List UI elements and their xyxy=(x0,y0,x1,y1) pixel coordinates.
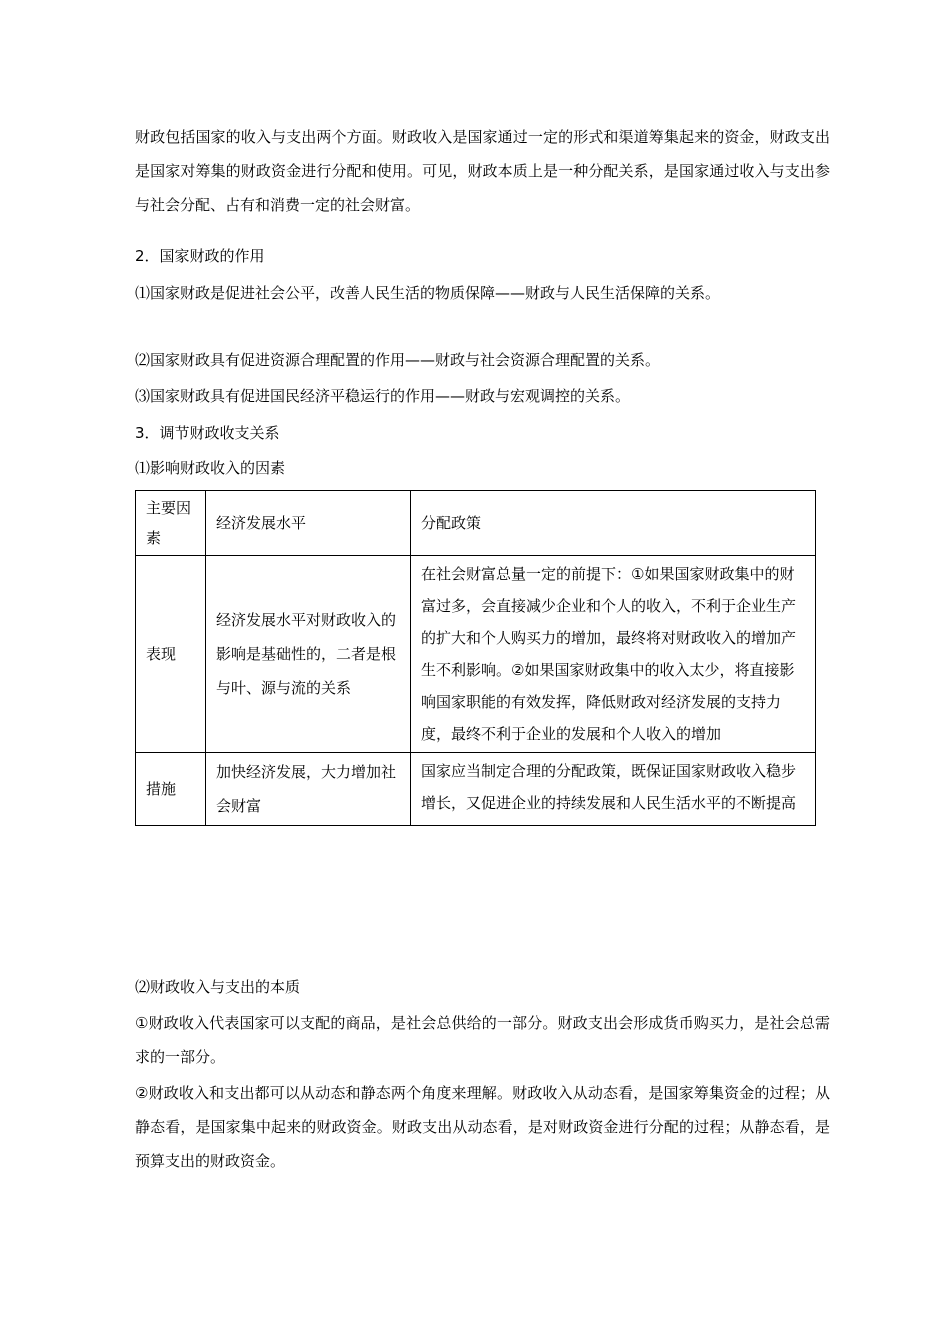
intro-paragraph: 财政包括国家的收入与支出两个方面。财政收入是国家通过一定的形式和渠道筹集起来的资金，财政支出是国家对筹集的财政资金进行分配和使用。可见，财政本质上是一种分配关系，是国家通过收入与支出参与社会分配、占有和消费一定的社会财富。 xyxy=(135,128,830,214)
subsection-income-factors: ⑴影响财政收入的因素 xyxy=(135,459,286,477)
policy-cell: 国家应当制定合理的分配政策，既保证国家财政收入稳步增长，又促进企业的持续发展和人民生活水平的不断提高 xyxy=(411,753,816,826)
header-cell-factor: 主要因素 xyxy=(136,491,206,556)
finance-role-item-2: ⑵国家财政具有促进资源合理配置的作用——财政与社会资源合理配置的关系。 xyxy=(135,351,661,369)
income-factors-table xyxy=(135,490,816,826)
finance-role-item-3: ⑶国家财政具有促进国民经济平稳运行的作用——财政与宏观调控的关系。 xyxy=(135,387,631,405)
essence-point-1: ①财政收入代表国家可以支配的商品，是社会总供给的一部分。财政支出会形成货币购买力，是社会总需求的一部分。 xyxy=(135,1014,830,1066)
essence-point-2: ②财政收入和支出都可以从动态和静态两个角度来理解。财政收入从动态看，是国家筹集资金的过程；从静态看，是国家集中起来的财政资金。财政支出从动态看，是对财政资金进行分配的过程；从静态看，是预算支出的财政资金。 xyxy=(135,1084,830,1170)
table-row xyxy=(136,556,816,753)
finance-role-item-1: ⑴国家财政是促进社会公平，改善人民生活的物质保障——财政与人民生活保障的关系。 xyxy=(135,284,721,302)
economy-cell: 加快经济发展，大力增加社会财富 xyxy=(206,753,411,826)
subsection-essence: ⑵财政收入与支出的本质 xyxy=(135,978,301,996)
section-3-heading: 3．调节财政收支关系 xyxy=(135,424,280,442)
table-header-row xyxy=(136,491,816,556)
section-2-heading: 2．国家财政的作用 xyxy=(135,247,265,265)
row-label-cell: 措施 xyxy=(136,753,206,826)
header-cell-policy: 分配政策 xyxy=(411,491,816,556)
header-cell-economy: 经济发展水平 xyxy=(206,491,411,556)
policy-cell: 在社会财富总量一定的前提下：①如果国家财政集中的财富过多，会直接减少企业和个人的收入，不利于企业生产的扩大和个人购买力的增加，最终将对财政收入的增加产生不利影响。②如果国家财政集中的收入太少，将直接影响国家职能的有效发挥，降低财政对经济发展的支持力度，最终不利于企业的发展和个人收入的增加 xyxy=(411,556,816,753)
row-label-cell: 表现 xyxy=(136,556,206,753)
economy-cell: 经济发展水平对财政收入的影响是基础性的，二者是根与叶、源与流的关系 xyxy=(206,556,411,753)
table-row xyxy=(136,753,816,826)
